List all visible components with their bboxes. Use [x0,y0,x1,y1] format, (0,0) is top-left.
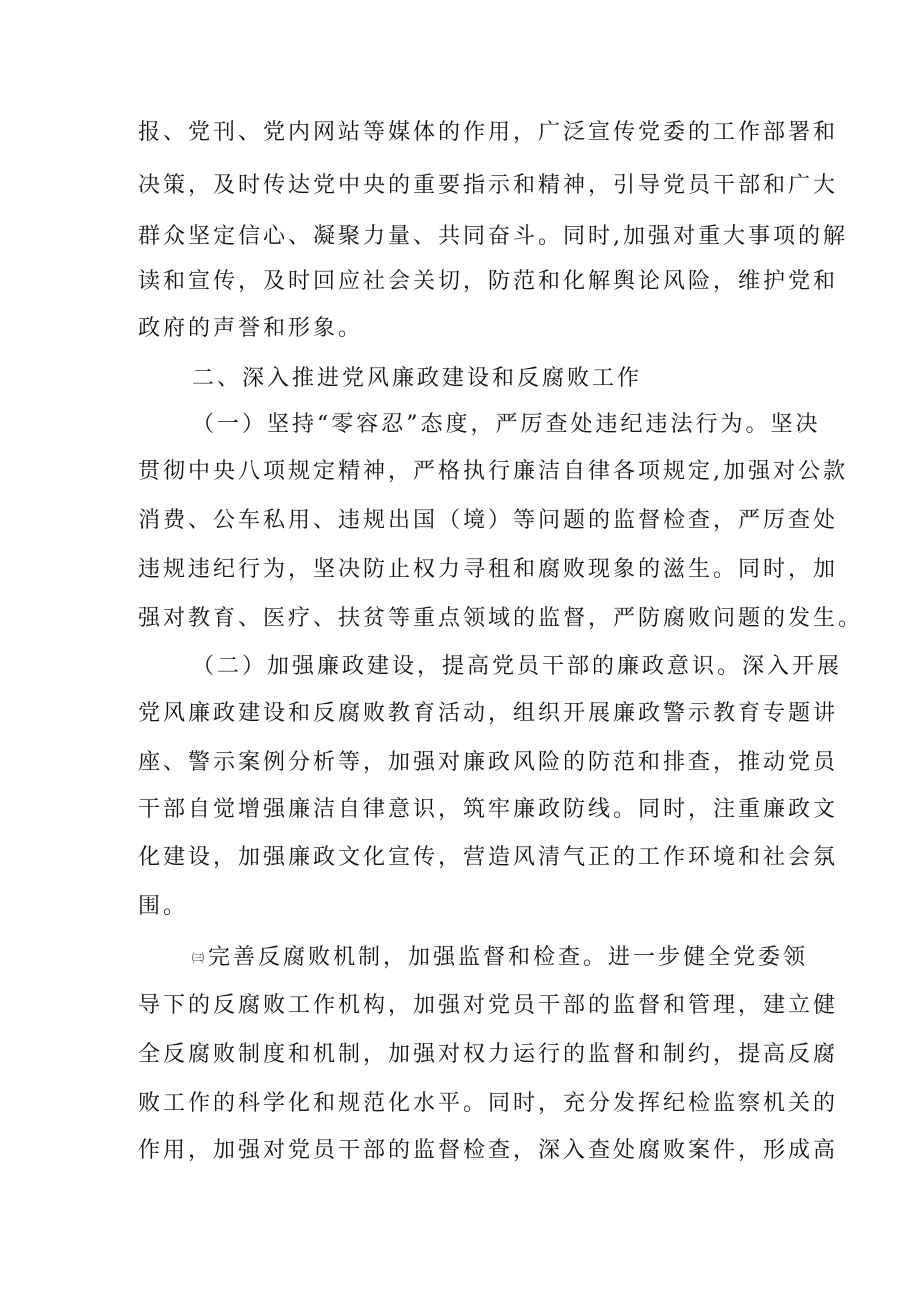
paragraph-line: 强对教育、医疗、扶贫等重点领域的监督，严防腐败问题的发生。 [138,606,864,631]
paragraph-line: 座、警示案例分析等，加强对廉政风险的防范和排查，推动党员 [138,750,839,775]
paragraph-line: 贯彻中央八项规定精神，严格执行廉洁自律各项规定,加强对公款 [138,459,848,484]
subsection-1-first-line: （一）坚持“零容忍”态度，严厉查处违纪违法行为。坚决 [192,412,821,437]
paragraph-line: 群众坚定信心、凝聚力量、共同奋斗。同时,加强对重大事项的解 [138,224,848,249]
subsection-3-first-line-text: 完善反腐败机制，加强监督和检查。进一步健全党委领 [208,945,809,970]
paragraph-line: 报、党刊、党内网站等媒体的作用，广泛宣传党委的工作部署和 [138,120,839,145]
paragraph-line: 政府的声誉和形象。 [138,316,364,341]
subsection-3-first-line [192,943,808,973]
paragraph-line: 化建设，加强廉政文化宣传，营造风清气正的工作环境和社会氛 [138,845,839,870]
paragraph-line: 败工作的科学化和规范化水平。同时，充分发挥纪检监察机关的 [138,1091,839,1116]
subsection-2-first-line: （二）加强廉政建设，提高党员干部的廉政意识。深入开展 [192,654,843,679]
paragraph-line: 决策，及时传达党中央的重要指示和精神，引导党员干部和广大 [138,173,839,198]
paragraph-line: 围。 [138,894,189,919]
paragraph-line: 作用，加强对党员干部的监督检查，深入查处腐败案件，形成高 [138,1138,839,1163]
subsection-3-marker: ㈢ [192,951,205,965]
paragraph-line: 全反腐败制度和机制，加强对权力运行的监督和制约，提高反腐 [138,1042,839,1067]
paragraph-line: 违规违纪行为，坚决防止权力寻租和腐败现象的滋生。同时，加 [138,557,839,582]
paragraph-line: 干部自觉增强廉洁自律意识，筑牢廉政防线。同时，注重廉政文 [138,797,839,822]
paragraph-line: 党风廉政建设和反腐败教育活动，组织开展廉政警示教育专题讲 [138,701,839,726]
paragraph-line: 读和宣传，及时回应社会关切，防范和化解舆论风险，维护党和 [138,269,839,294]
paragraph-line: 消费、公车私用、违规出国（境）等问题的监督检查，严厉查处 [138,508,839,533]
paragraph-line: 导下的反腐败工作机构，加强对党员干部的监督和管理，建立健 [138,993,839,1018]
section-heading: 二、深入推进党风廉政建设和反腐败工作 [192,366,643,391]
